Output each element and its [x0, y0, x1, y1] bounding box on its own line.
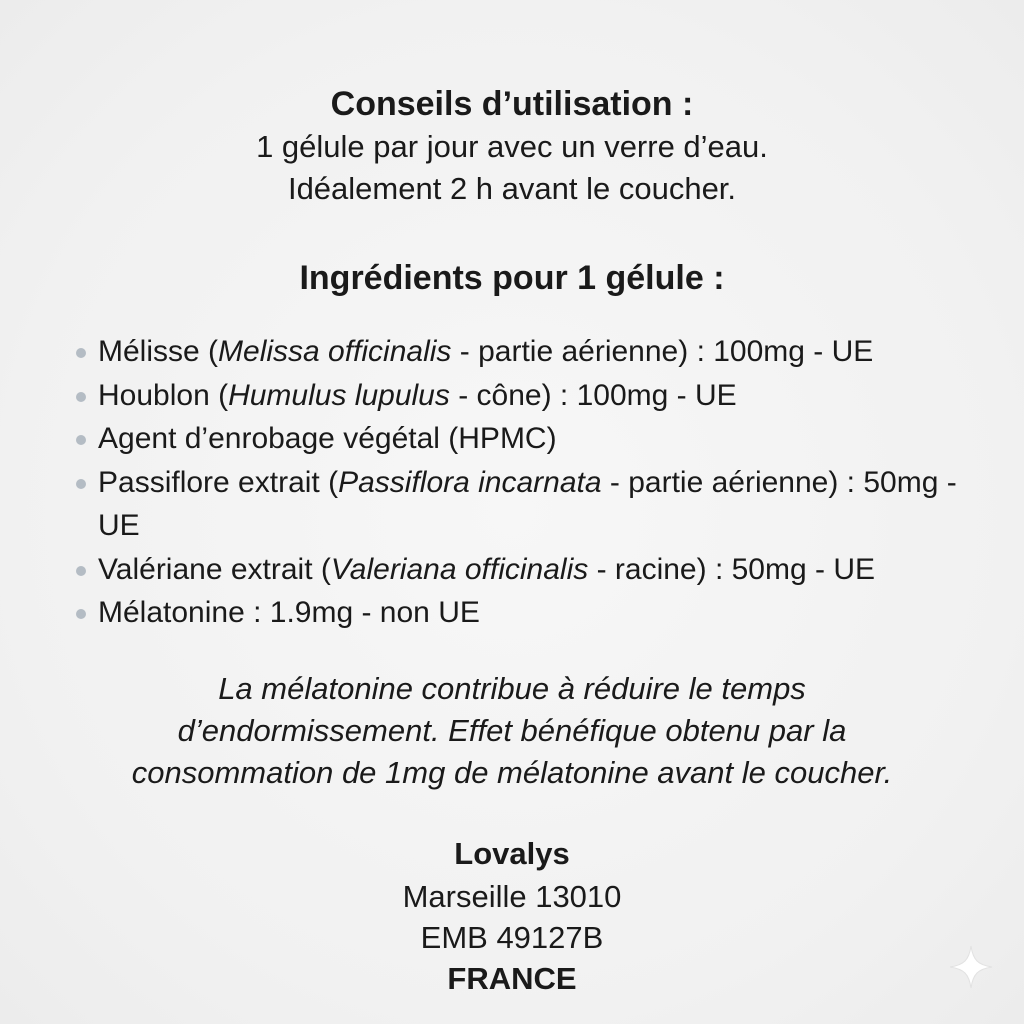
- claim-line-1: La mélatonine contribue à réduire le temps: [218, 671, 806, 706]
- ingredient-text: Passiflore extrait (Passiflora incarnata - partie aérienne) : 50mg - UE: [98, 465, 957, 542]
- ingredient-item-melatonine: [76, 591, 996, 635]
- ingredient-text: Agent d’enrobage végétal (HPMC): [98, 422, 557, 455]
- latin-name: Melissa officinalis: [218, 335, 452, 368]
- latin-name: Passiflora incarnata: [338, 465, 602, 499]
- ingredients-title: Ingrédients pour 1 gélule :: [299, 259, 725, 297]
- bullet-dot-icon: [76, 348, 86, 358]
- latin-name: Valeriana officinalis: [330, 552, 589, 586]
- ingredients-list: [76, 330, 996, 635]
- company-block: [0, 832, 1024, 1000]
- health-claim: [0, 668, 1024, 794]
- ingredient-item-passiflore: [76, 461, 996, 548]
- ingredient-item-houblon: [76, 374, 996, 418]
- bullet-dot-icon: [76, 566, 86, 576]
- ingredient-text: Valériane extrait (Valeriana officinalis - racine) : 50mg - UE: [98, 552, 875, 586]
- usage-line-dose: 1 gélule par jour avec un verre d’eau.: [256, 129, 768, 164]
- ingredient-item-melisse: [76, 330, 996, 374]
- latin-name: Humulus lupulus: [228, 378, 450, 412]
- company-city: Marseille 13010: [402, 879, 622, 914]
- bullet-dot-icon: [76, 479, 86, 489]
- company-emb-code: EMB 49127B: [420, 920, 604, 955]
- ingredient-text: Mélatonine : 1.9mg - non UE: [98, 596, 480, 629]
- ingredient-text: Houblon (Humulus lupulus - cône) : 100mg - UE: [98, 378, 737, 412]
- ingredient-item-enrobage: [76, 417, 996, 461]
- bullet-dot-icon: [76, 392, 86, 402]
- claim-line-3: consommation de 1mg de mélatonine avant le coucher.: [131, 755, 893, 790]
- usage-section: [0, 82, 1024, 210]
- company-country: FRANCE: [447, 961, 577, 996]
- claim-line-2: d’endormissement. Effet bénéfique obtenu par la: [177, 713, 847, 748]
- ingredient-item-valeriane: [76, 548, 996, 592]
- bullet-dot-icon: [76, 609, 86, 619]
- sparkle-icon: [948, 944, 994, 990]
- ingredient-text: Mélisse (Melissa officinalis - partie aérienne) : 100mg - UE: [98, 335, 874, 368]
- usage-line-timing: Idéalement 2 h avant le coucher.: [287, 171, 737, 206]
- usage-title: Conseils d’utilisation :: [330, 85, 694, 123]
- bullet-dot-icon: [76, 435, 86, 445]
- company-name: Lovalys: [454, 836, 570, 871]
